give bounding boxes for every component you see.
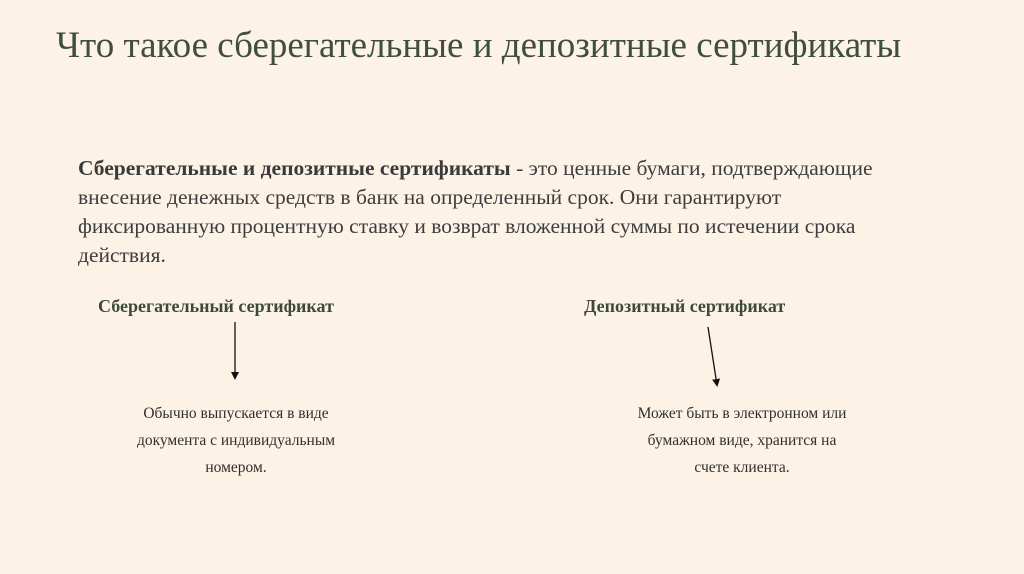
slide-title: Что такое сберегательные и депозитные сертификаты bbox=[56, 25, 902, 66]
deposit-arrow bbox=[708, 327, 717, 385]
savings-certificate-description: Обычно выпускается в виде документа с индивидуальным номером. bbox=[136, 405, 336, 476]
definition-text: - это ценные бумаги, подтверждающие внесение денежных средств в банк на определенный срок. Они гарантируют фиксированную процентную ставку и возврат вложенной суммы по истечении срока действия. bbox=[78, 156, 873, 267]
definition-term: Сберегательные и депозитные сертификаты bbox=[78, 156, 511, 180]
savings-certificate-heading: Сберегательный сертификат bbox=[98, 296, 334, 316]
deposit-certificate-heading: Депозитный сертификат bbox=[584, 296, 786, 316]
deposit-certificate-description: Может быть в электронном или бумажном виде, хранится на счете клиента. bbox=[637, 405, 847, 476]
definition-paragraph bbox=[78, 154, 908, 270]
